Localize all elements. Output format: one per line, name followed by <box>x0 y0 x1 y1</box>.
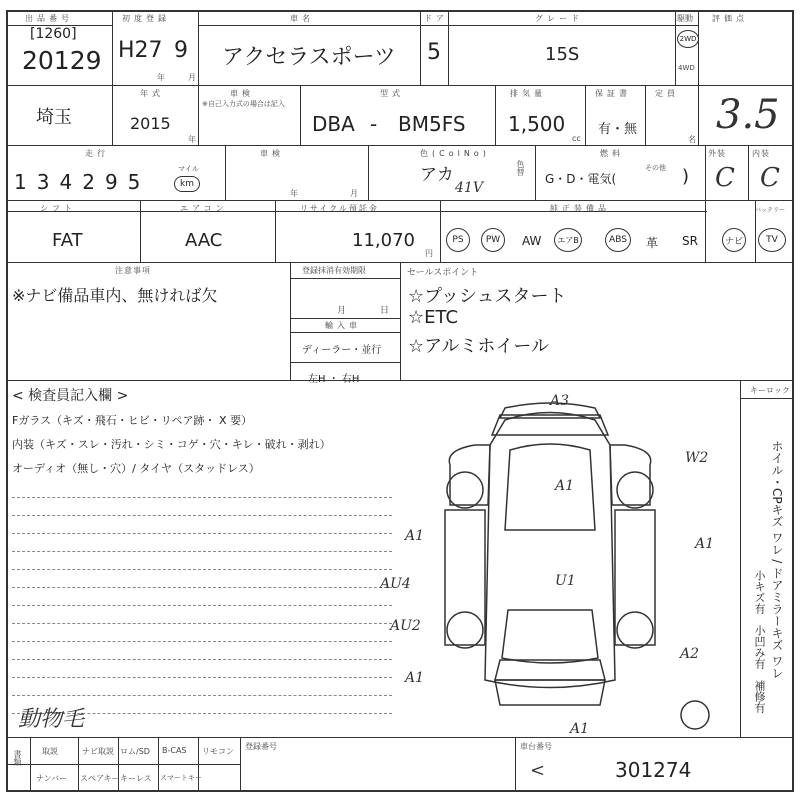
car-serial: 301274 <box>615 758 692 782</box>
damage-mark: A2 <box>680 646 700 662</box>
lot-number-label: 出品番号 <box>25 14 73 23</box>
valid-month-unit: 月 <box>350 189 358 198</box>
equip-sunroof: SR <box>682 234 698 248</box>
damage-mark: A1 <box>570 721 590 735</box>
import-label: 輸入車 <box>325 321 361 330</box>
valid-until-label: 車検 <box>230 89 254 98</box>
model-prefix: DBA <box>312 112 355 136</box>
equip-ps: PS <box>446 228 470 252</box>
valid-note: ※自己入力式の場合は記入 <box>202 100 285 108</box>
mileage-km-unit: km <box>174 176 200 192</box>
mileage-digit: 4 <box>59 170 73 194</box>
first-reg-month: 9 <box>174 38 188 63</box>
warranty-value: 有・無 <box>598 122 638 137</box>
model-label: 型式 <box>380 89 404 98</box>
valid-year-unit: 年 <box>290 189 298 198</box>
fuel-close: ) <box>682 166 690 187</box>
warranty-label: 保証書 <box>595 89 631 98</box>
damage-mark: W2 <box>685 450 709 466</box>
bottom-item: 取説 <box>42 747 58 756</box>
wheel-front-right <box>617 472 653 508</box>
car-windshield <box>505 444 595 530</box>
sales-point: ☆プッシュスタート <box>408 286 567 307</box>
bottom-item: リモコン <box>202 747 234 756</box>
equip-leather: 革 <box>646 236 659 250</box>
color-change-label: 色替 <box>516 160 525 176</box>
recycle-value: 11,070 <box>352 230 415 251</box>
first-reg-month-unit: 月 <box>188 73 196 82</box>
equip-navi: ナビ <box>722 228 746 252</box>
bottom-item: ナンバー <box>36 774 68 783</box>
mileage-digit: 1 <box>14 170 27 194</box>
side-sub: 小キズ有 <box>753 570 766 614</box>
serial-prefix: < <box>530 760 546 781</box>
mileage-label: 走行 <box>85 149 109 158</box>
bottom-item: ロム/SD <box>120 747 150 756</box>
bottom-item: キーレス <box>120 774 152 783</box>
equip-aw: AW <box>522 234 542 248</box>
inspection-interior: 内装（キズ・スレ・汚れ・シミ・コゲ・穴・キレ・破れ・剥れ） <box>12 438 331 451</box>
damage-mark: AU4 <box>380 576 411 592</box>
model-dash: - <box>370 112 378 136</box>
steering: 左H ・ 右H <box>308 374 360 385</box>
wheel-rear-left <box>447 612 483 648</box>
equip-airbag: エアB <box>554 228 582 252</box>
ac-label: エアコン <box>180 204 228 213</box>
mileage-digit: 2 <box>82 170 95 194</box>
car-left-side <box>445 510 485 645</box>
recycle-label: リサイクル預託金 <box>300 204 379 213</box>
interior-label: 内装 <box>752 149 770 158</box>
first-reg-year-unit: 年 <box>157 73 165 82</box>
side-sub: 小凹み有 <box>753 625 766 669</box>
equip-tv: TV <box>758 228 786 252</box>
reg-month: 月 <box>337 306 347 316</box>
car-rear-window <box>502 610 598 663</box>
inspection-audio: オーディオ（無し・穴）/ タイヤ（スタッドレス） <box>12 462 260 475</box>
exterior-label: 外装 <box>708 149 726 158</box>
grade: 15S <box>545 44 580 65</box>
battery-label: バッテリー <box>755 207 786 214</box>
lot-sub-number: 20129 <box>22 46 102 75</box>
bottom-item: B-CAS <box>162 746 187 755</box>
wheel-rear-right <box>617 612 653 648</box>
damage-mark: AU2 <box>390 618 421 634</box>
inspection-glass: Fガラス（キズ・飛石・ヒビ・リペア跡・ X 要） <box>12 414 253 427</box>
bottom-item: スマートキー <box>160 774 202 782</box>
side-notes: ホイル・CPキズ ワレ / ドアミラーキズ ワレ <box>770 440 784 679</box>
mileage-digits <box>14 170 140 194</box>
reg-day: 日 <box>380 306 390 316</box>
score-value: 3.5 <box>716 92 780 138</box>
ac-value: AAC <box>185 230 223 251</box>
reg-status-label: 登録抹消有効期限 <box>302 266 366 275</box>
car-name: アクセラスポーツ <box>222 45 396 70</box>
displacement: 1,500 <box>508 112 566 136</box>
shift-value: FAT <box>52 230 83 251</box>
displacement-label: 排気量 <box>510 89 546 98</box>
import-type: ディーラー・並行 <box>302 345 382 356</box>
seats-label: 定員 <box>655 89 679 98</box>
first-reg-era: H27 <box>118 38 163 63</box>
sales-point: ☆アルミホイール <box>408 336 550 357</box>
model-code: BM5FS <box>398 112 466 136</box>
model-year-unit: 年 <box>188 135 196 144</box>
inspector-heading: < 検査員記入欄 > <box>12 388 129 404</box>
mileage-digit: 5 <box>127 170 141 194</box>
documents-tag: 書類 <box>13 750 22 766</box>
mileage-digit: 3 <box>36 170 50 194</box>
valid-label: 車検 <box>260 149 284 158</box>
fuel-other: その他 <box>645 164 666 172</box>
car-damage-diagram <box>380 390 720 735</box>
interior-grade: C <box>760 163 780 193</box>
equip-abs: ABS <box>605 228 631 252</box>
bottom-item: ナビ取説 <box>82 747 114 756</box>
region: 埼玉 <box>36 107 72 128</box>
car-right-side <box>615 510 655 645</box>
sales-point: ☆ETC <box>408 307 459 328</box>
car-serial-label: 車台番号 <box>520 742 552 751</box>
doors-label: ドア <box>424 14 448 23</box>
equipment-label: 純正装備品 <box>550 204 610 213</box>
damage-mark: U1 <box>555 573 576 589</box>
color-label: 色(ColNo) <box>420 149 490 158</box>
color-name: アカ <box>420 165 454 185</box>
damage-mark: A1 <box>555 478 575 494</box>
displacement-unit: cc <box>572 134 581 143</box>
grade-label: グレード <box>535 14 583 23</box>
damage-mark: A1 <box>405 528 425 544</box>
handwritten-note: 動物毛 <box>18 707 85 732</box>
shift-label: シフト <box>40 204 76 213</box>
damage-mark: A3 <box>550 393 570 409</box>
fuel-options: G・D・電気( <box>545 172 617 186</box>
damage-mark: A1 <box>695 536 715 552</box>
recycle-unit: 円 <box>425 249 433 258</box>
drive-4wd: 4WD <box>678 64 695 72</box>
equip-pw: PW <box>481 228 505 252</box>
side-sub: 補修有 <box>753 680 766 713</box>
model-year: 2015 <box>130 114 171 133</box>
key-lock-label: キーロック <box>750 386 790 395</box>
mileage-digit: 9 <box>104 170 118 194</box>
first-reg-label: 初度登録 <box>122 14 170 23</box>
drive-2wd: 2WD <box>677 30 699 48</box>
sales-points-label: セールスポイント <box>407 268 479 278</box>
notes-text: ※ナビ備品車内、無ければ欠 <box>12 286 218 305</box>
car-roof-outline <box>485 413 615 688</box>
drive-label: 駆動 <box>677 14 693 23</box>
model-year-label: 年式 <box>140 89 164 98</box>
doors: 5 <box>427 40 441 65</box>
reg-number-label: 登録番号 <box>245 742 277 751</box>
spare-tire-circle <box>681 701 709 729</box>
score-label: 評価点 <box>712 14 748 23</box>
lot-number: [1260] <box>30 26 77 42</box>
wheel-front-left <box>447 472 483 508</box>
notes-label: 注意事項 <box>115 266 151 275</box>
seats-unit: 名 <box>688 135 696 144</box>
damage-mark: A1 <box>405 670 425 686</box>
bottom-item: スペアキー <box>80 774 120 783</box>
car-name-label: 車名 <box>290 14 314 23</box>
exterior-grade: C <box>715 163 735 193</box>
mileage-mile-unit: マイル <box>178 165 199 173</box>
fuel-label: 燃料 <box>600 149 624 158</box>
car-rear-bumper <box>495 680 605 705</box>
color-number: 41V <box>455 180 483 196</box>
